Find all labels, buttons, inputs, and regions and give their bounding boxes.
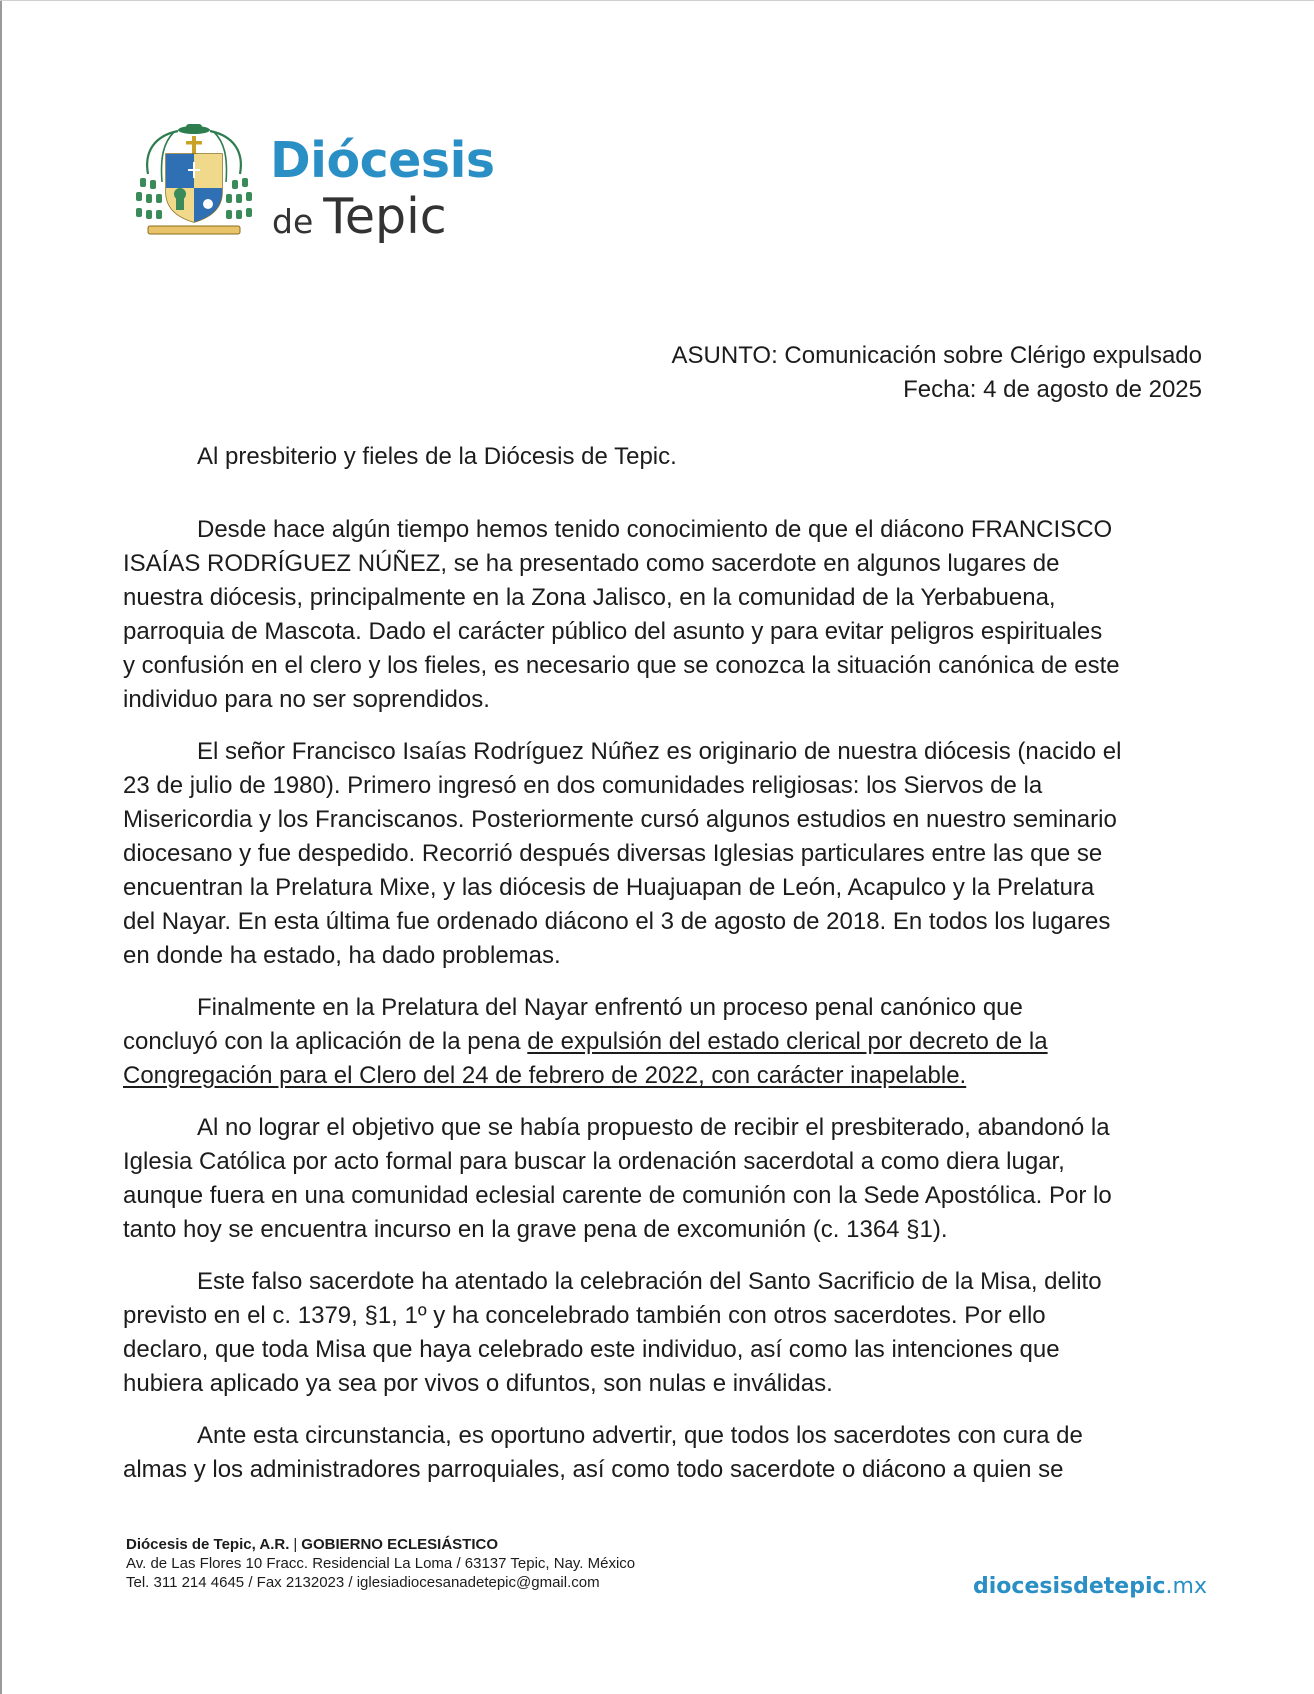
date-line: Fecha: 4 de agosto de 2025 [903,376,1202,403]
scan-edge-top [0,0,1314,1]
paragraph-6 [123,1419,1203,1487]
paragraph-line: aunque fuera en una comunidad eclesial carente de comunión con la Sede Apostólica. Por lo [123,1182,1112,1209]
scan-edge-left [0,0,2,1694]
footer-address: Av. de Las Flores 10 Fracc. Residencial La Loma / 63137 Tepic, Nay. México [126,1555,636,1572]
paragraph-line: previsto en el c. 1379, §1, 1º y ha concelebrado también con otros sacerdotes. Por ello [123,1302,1046,1329]
paragraph-5 [123,1265,1203,1401]
paragraph-line: individuo para no ser soprendidos. [123,686,490,713]
paragraph-line: nuestra diócesis, principalmente en la Zona Jalisco, en la comunidad de la Yerbabuena, [123,584,1056,611]
paragraph-line: Ante esta circunstancia, es oportuno advertir, que todos los sacerdotes con cura de [197,1422,1083,1449]
logo-de: de [272,202,314,241]
footer-separator: | [293,1536,298,1553]
subject-block [672,339,1202,407]
paragraph-line: ISAÍAS RODRÍGUEZ NÚÑEZ, se ha presentado como sacerdote en algunos lugares de [123,550,1060,577]
logo-subtitle [272,188,447,245]
website-tld: .mx [1165,1574,1207,1599]
footer-org-line [126,1535,635,1554]
paragraph-line: El señor Francisco Isaías Rodríguez Núñez es originario de nuestra diócesis (nacido el [197,738,1122,765]
paragraph-line: en donde ha estado, ha dado problemas. [123,942,561,969]
paragraph-line: tanto hoy se encuentra incurso en la grave pena de excomunión (c. 1364 §1). [123,1216,948,1243]
subject-line: ASUNTO: Comunicación sobre Clérigo expulsado [671,342,1202,369]
footer-dept: GOBIERNO ECLESIÁSTICO [301,1536,498,1553]
logo-wordmark: Diócesis [270,132,495,189]
paragraph-line: diocesano y fue despedido. Recorrió después diversas Iglesias particulares entre las que se [123,840,1103,867]
website-name: diocesisdetepic [973,1574,1166,1599]
underlined-decree-text: Congregación para el Clero del 24 de febrero de 2022, con carácter inapelable. [123,1062,967,1089]
paragraph-line: Finalmente en la Prelatura del Nayar enfrentó un proceso penal canónico que [197,994,1023,1021]
logo-city: Tepic [323,188,447,245]
line-text: concluyó con la aplicación de la pena [123,1028,528,1055]
paragraph-line: Este falso sacerdote ha atentado la celebración del Santo Sacrificio de la Misa, delito [197,1268,1102,1295]
paragraph-line: Iglesia Católica por acto formal para buscar la ordenación sacerdotal a como diera lugar, [123,1148,1065,1175]
paragraph-line: Misericordia y los Franciscanos. Posteriormente cursó algunos estudios en nuestro seminario [123,806,1117,833]
paragraph-4 [123,1111,1203,1247]
paragraph-line: hubiera aplicado ya sea por vivos o difuntos, son nulas e inválidas. [123,1370,833,1397]
paragraph-line: declaro, que toda Misa que haya celebrado este individuo, así como las intenciones que [123,1336,1060,1363]
paragraph-line: 23 de julio de 1980). Primero ingresó en dos comunidades religiosas: los Siervos de la [123,772,1043,799]
paragraph-line: y confusión en el clero y los fieles, es necesario que se conozca la situación canónica de este [123,652,1120,679]
footer-org: Diócesis de Tepic, A.R. [126,1536,290,1553]
paragraph-line: encuentran la Prelatura Mixe, y las diócesis de Huajuapan de León, Acapulco y la Prelatura [123,874,1095,901]
letter-body [123,513,1203,1505]
paragraph-3 [123,991,1203,1093]
website-link [973,1574,1207,1599]
paragraph-line: almas y los administradores parroquiales, así como todo sacerdote o diácono a quien se [123,1456,1064,1483]
paragraph-line [123,1025,1203,1059]
underlined-decree-text: de expulsión del estado clerical por decreto de la [527,1028,1048,1055]
paragraph-2 [123,735,1203,973]
greeting: Al presbiterio y fieles de la Diócesis de Tepic. [197,443,677,470]
coat-of-arms-icon [134,122,254,242]
paragraph-line: parroquia de Mascota. Dado el carácter público del asunto y para evitar peligros espirituales [123,618,1103,645]
letter-footer [126,1535,635,1592]
diocese-logo [134,122,494,252]
paragraph-1 [123,513,1203,717]
paragraph-line: Al no lograr el objetivo que se había propuesto de recibir el presbiterado, abandonó la [197,1114,1110,1141]
footer-contact: Tel. 311 214 4645 / Fax 2132023 / iglesiadiocesanadetepic@gmail.com [126,1574,600,1591]
paragraph-line: Desde hace algún tiempo hemos tenido conocimiento de que el diácono FRANCISCO [197,516,1113,543]
paragraph-line: del Nayar. En esta última fue ordenado diácono el 3 de agosto de 2018. En todos los lugares [123,908,1111,935]
